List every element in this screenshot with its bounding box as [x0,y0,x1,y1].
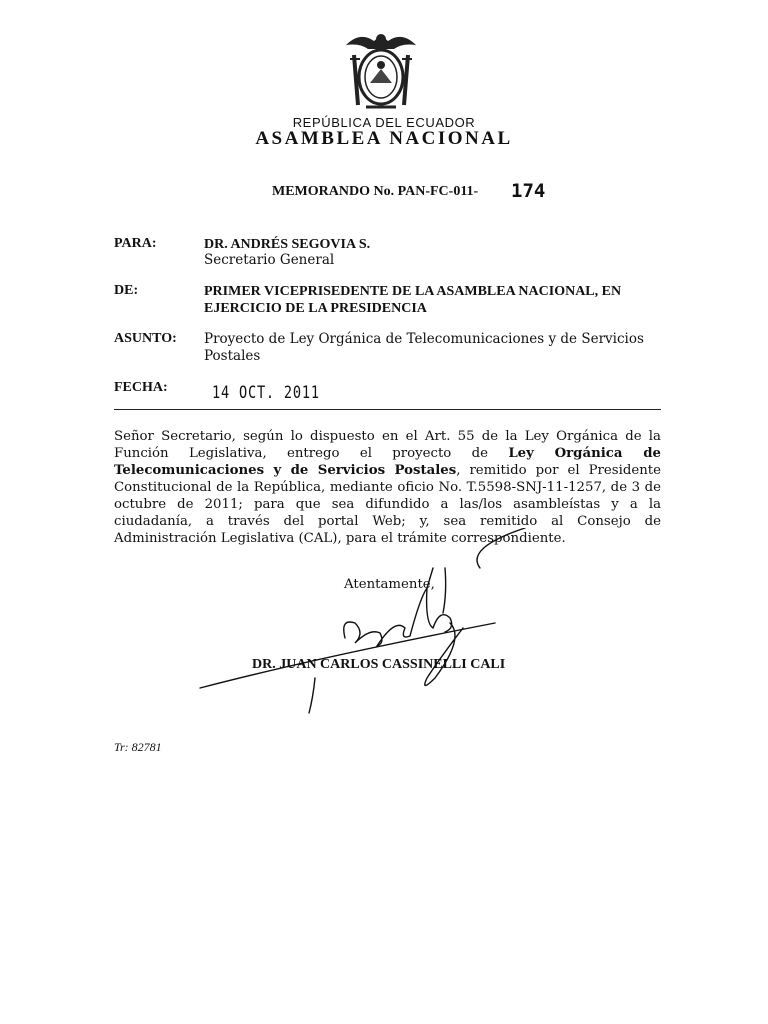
asunto-label: ASUNTO: [114,331,177,346]
coat-of-arms-icon [340,25,422,111]
body-text-2: , remitido por el Presidente Constitucional de la República, mediante oficio No. T.5598-SNJ-11-1257, de 3 de octubre de 2011; para que sea difundido a las/los asambleístas y a la ciudadanía, a través del portal Web; y, sea remitido al Consejo de Administración Legislativa (CAL), para el trámite correspondiente. [114,463,661,546]
country-name: REPÚBLICA DEL ECUADOR [292,115,476,130]
closing-salutation: Atentamente, [344,577,435,592]
para-title: Secretario General [204,252,335,268]
de-value: PRIMER VICEPRISEDENTE DE LA ASAMBLEA NACIONAL, EN EJERCICIO DE LA PRESIDENCIA [204,284,622,316]
asunto-value: Proyecto de Ley Orgánica de Telecomunicaciones y de Servicios Postales [204,331,644,364]
handwritten-signature-icon [195,528,535,718]
memo-number: 174 [511,180,546,202]
divider [114,409,661,410]
tracking-number: Tr: 82781 [114,740,162,754]
para-label: PARA: [114,236,157,251]
fecha-label: FECHA: [114,380,168,395]
memo-body [114,428,661,547]
para-name: DR. ANDRÉS SEGOVIA S. [204,237,371,252]
body-text-1: Señor Secretario, según lo dispuesto en el Art. 55 de la Ley Orgánica de la Función Legislativa, entrego el proyecto de [114,429,661,461]
institution-name: ASAMBLEA NACIONAL [255,128,513,149]
date-stamp: 14 OCT. 2011 [212,383,320,403]
body-law-name: Ley Orgánica de Telecomunicaciones y de Servicios Postales [114,446,661,478]
signer-name: DR. JUAN CARLOS CASSINELLI CALI [252,657,506,672]
memo-reference: MEMORANDO No. PAN-FC-011- [272,184,479,199]
de-label: DE: [114,283,139,298]
